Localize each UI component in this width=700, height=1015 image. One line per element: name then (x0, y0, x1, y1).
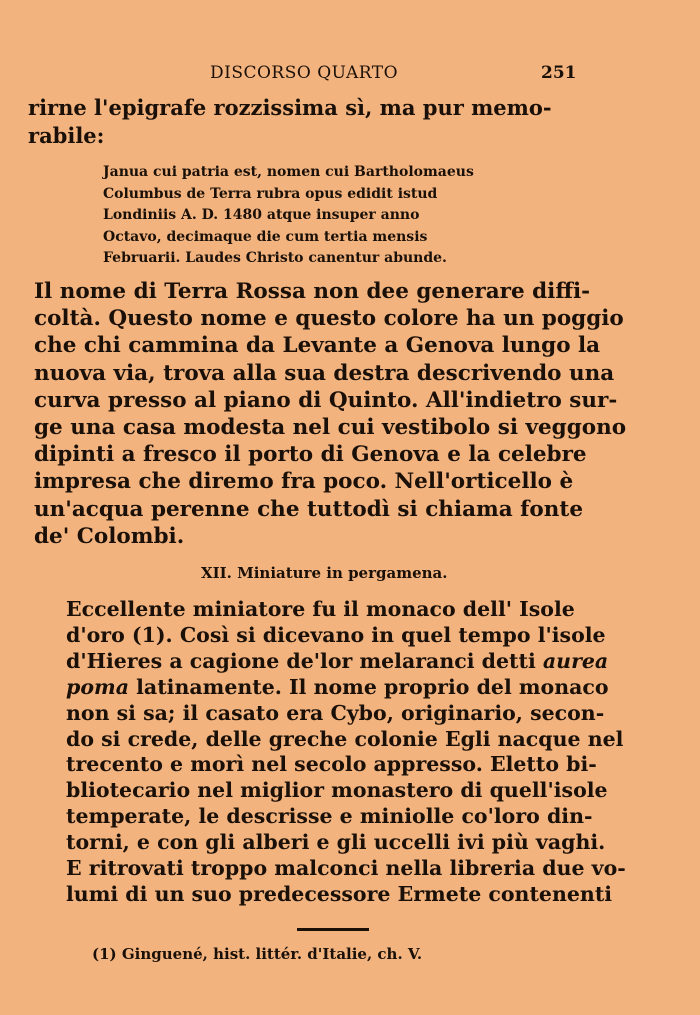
epigraph-line: Janua cui patria est, nomen cui Bartholomaeus (103, 164, 474, 180)
section-heading: XII. Miniature in pergamena. (201, 564, 448, 582)
footnote: (1) Ginguené, hist. littér. d'Italie, ch. V. (92, 945, 423, 963)
text-line: bliotecario nel miglior monastero di quell'isole (66, 778, 608, 803)
text-line (66, 675, 626, 701)
text-line: non si sa; il casato era Cybo, originario, secon- (66, 700, 605, 725)
paragraph-miniature (66, 597, 626, 908)
text-line: rabile: (28, 123, 105, 148)
epigraph-line: Octavo, decimaque die cum tertia mensis (103, 228, 428, 245)
text-line: lumi di un suo predecessore Ermete contenenti (66, 881, 613, 906)
text-line: de' Colombi. (34, 523, 185, 549)
text-run: d'Hieres a cagione de'lor melaranci detti (66, 648, 543, 673)
epigraph-line: Februarii. Laudes Christo canentur abunde. (103, 250, 447, 266)
text-line: d'oro (1). Così si dicevano in quel tempo l'isole (66, 622, 606, 647)
text-line: trecento e morì nel secolo appresso. Eletto bi- (66, 752, 597, 777)
page-header (0, 63, 700, 87)
text-line: ge una casa modesta nel cui vestibolo si veggono (34, 415, 627, 441)
paragraph-terra-rossa (34, 278, 626, 550)
epigraph-line: Londiniis A. D. 1480 atque insuper anno (103, 207, 420, 223)
footnote-divider (297, 928, 369, 931)
epigraph-line: Columbus de Terra rubra opus edidit istud (103, 185, 438, 202)
text-line: dipinti a fresco il porto di Genova e la celebre (34, 442, 587, 468)
text-line: nuova via, trova alla sua destra descrivendo una (34, 360, 615, 386)
text-line: che chi cammina da Levante a Genova lungo la (34, 333, 601, 359)
italic-text: poma (66, 674, 129, 699)
text-line: un'acqua perenne che tuttodì si chiama fonte (34, 496, 584, 522)
latin-epigraph (103, 162, 474, 270)
text-line: impresa che diremo fra poco. Nell'orticello è (34, 469, 574, 495)
text-line: E ritrovati troppo malconci nella libreria due vo- (66, 856, 626, 881)
running-head: DISCORSO QUARTO (210, 63, 399, 83)
paragraph-intro (28, 94, 552, 150)
text-line (66, 649, 626, 675)
text-line: do si crede, delle greche colonie Egli nacque nel (66, 726, 624, 751)
page-number: 251 (541, 63, 577, 83)
text-line: temperate, le descrisse e miniolle co'loro din- (66, 804, 593, 829)
italic-text: aurea (542, 648, 609, 673)
text-line: rirne l'epigrafe rozzissima sì, ma pur memo- (28, 95, 552, 120)
text-line: Eccellente miniatore fu il monaco dell' Isole (66, 597, 575, 621)
text-run: latinamente. Il nome proprio del monaco (128, 674, 609, 699)
text-line: coltà. Questo nome e questo colore ha un poggio (34, 306, 624, 332)
text-line: Il nome di Terra Rossa non dee generare diffi- (34, 279, 591, 304)
text-line: torni, e con gli alberi e gli uccelli ivi più vaghi. (66, 830, 606, 855)
text-line: curva presso al piano di Quinto. All'indietro sur- (34, 387, 618, 413)
